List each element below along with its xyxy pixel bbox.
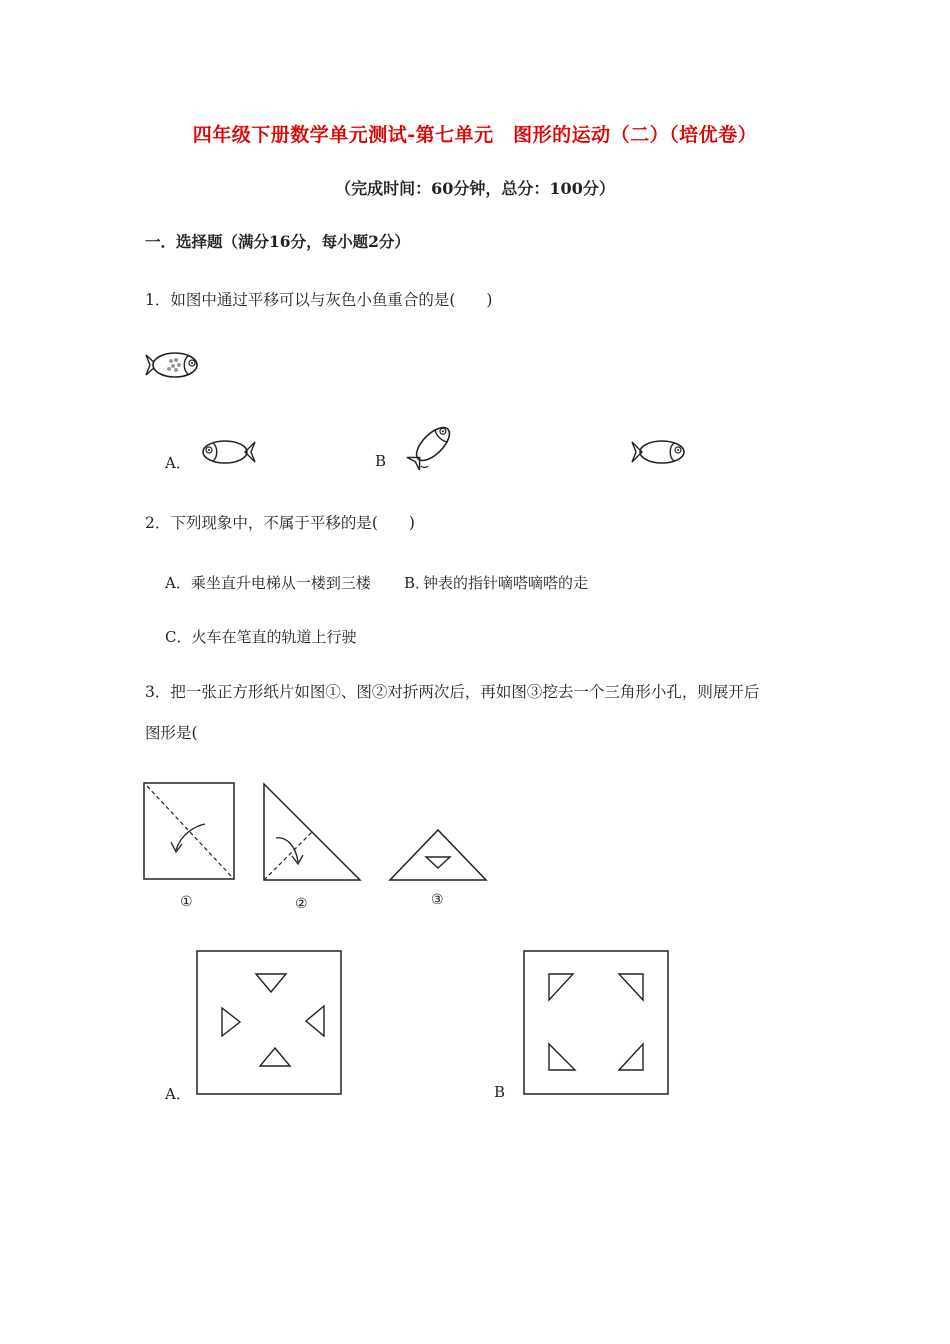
question-3-option-a: A．	[165, 1085, 191, 1103]
fish-a-figure	[198, 436, 256, 468]
exam-info: （完成时间：60分钟，总分：100分）	[335, 179, 615, 198]
question-1-option-b: B	[375, 452, 387, 470]
question-3-option-b: B	[494, 1083, 506, 1101]
fold-figure-3	[388, 827, 490, 883]
fish-c-figure	[631, 436, 689, 468]
page-title: 四年级下册数学单元测试-第七单元 图形的运动（二）（培优卷）	[192, 124, 758, 146]
question-2-option-a: A．乘坐直升电梯从一楼到三楼	[165, 574, 371, 592]
fold-figure-1-label: ①	[180, 894, 193, 910]
question-3-text-line1: 3．把一张正方形纸片如图①、图②对折两次后，再如图③挖去一个三角形小孔，则展开后	[145, 683, 760, 701]
question-1-option-a: A．	[165, 454, 191, 472]
question-2-option-b: 钟表的指针嘀嗒嘀嗒的走	[423, 574, 589, 592]
question-1-text: 1．如图中通过平移可以与灰色小鱼重合的是( )	[145, 291, 493, 309]
fold-figure-3-label: ③	[431, 892, 444, 908]
unfold-option-a-figure	[196, 950, 344, 1096]
unfold-option-b-figure	[523, 950, 671, 1096]
question-2-option-c: C．火车在笔直的轨道上行驶	[165, 628, 357, 646]
fold-figure-2	[262, 782, 364, 884]
question-2-text: 2．下列现象中，不属于平移的是( )	[145, 514, 415, 532]
gray-fish-figure	[145, 348, 205, 382]
fish-b-figure	[404, 418, 462, 470]
fold-figure-2-label: ②	[295, 896, 308, 912]
question-3-text-line2: 图形是(	[145, 724, 198, 742]
question-2-option-b-marker: B．	[404, 574, 431, 592]
section-heading: 一．选择题（满分16分，每小题2分）	[145, 232, 410, 251]
fold-figure-1	[143, 782, 237, 882]
